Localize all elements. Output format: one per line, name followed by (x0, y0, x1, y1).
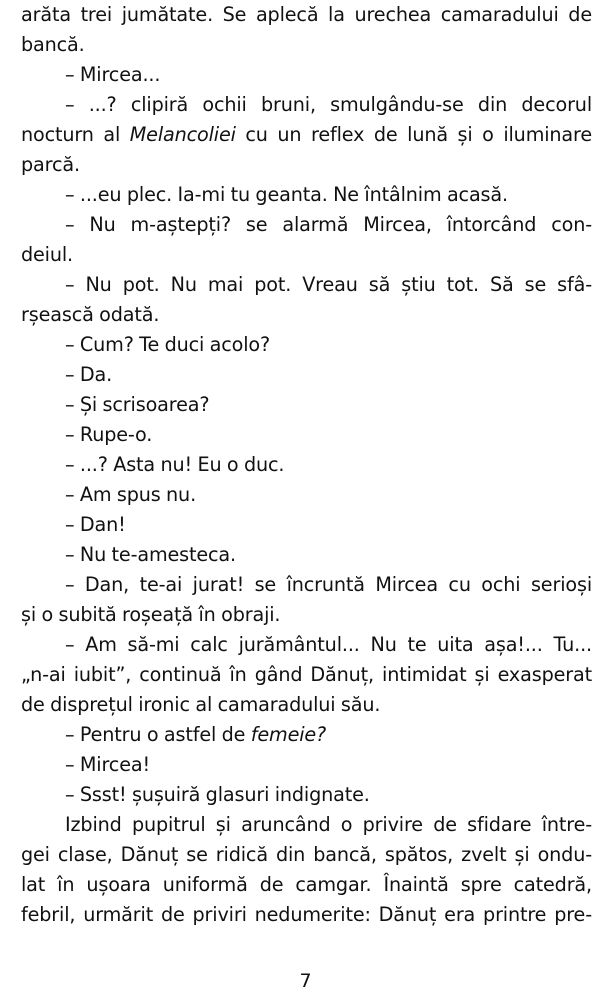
page-number: 7 (299, 970, 312, 992)
dialogue-line: – ...eu plec. Ia-mi tu geanta. Ne întâlnim acasă. (65, 183, 508, 206)
dialogue-line: – Am să-mi calc jurământul... Nu te uita așa!... Tu... (65, 633, 592, 656)
text-line: „n-ai iubit”, continuă în gând Dănuț, intimidat și exasperat (21, 663, 592, 686)
text-line: rșească odată. (21, 303, 160, 326)
dialogue-line: – Nu te-amesteca. (65, 543, 236, 566)
text-line: parcă. (21, 153, 80, 176)
text-line: febril, urmărit de priviri nedumerite: Dănuț era printre pre- (21, 903, 592, 926)
text-line: lat în ușoara uniformă de camgar. Înaintă spre catedră, (21, 873, 592, 896)
dialogue-line: – Și scrisoarea? (65, 393, 210, 416)
dialogue-line: – ...? clipiră ochii bruni, smulgându-se din decorul (65, 93, 592, 116)
text-line: nocturn al Melancoliei cu un reflex de lună și o iluminare (21, 123, 593, 146)
dialogue-line: – Nu m-aștepți? se alarmă Mircea, întorcând con- (65, 213, 592, 236)
paragraph-start-line: Izbind pupitrul și aruncând o privire de sfidare între- (65, 813, 592, 836)
text-line: arăta trei jumătate. Se aplecă la urechea camaradului de (21, 3, 592, 26)
dialogue-line: – ...? Asta nu! Eu o duc. (65, 453, 285, 476)
dialogue-line: – Dan, te-ai jurat! se încruntă Mircea cu ochi serioși (65, 573, 592, 596)
body-text (21, 0, 592, 930)
dialogue-line: – Da. (65, 363, 113, 386)
dialogue-line: – Nu pot. Nu mai pot. Vreau să știu tot. Să se sfâ- (65, 273, 592, 296)
dialogue-line: – Am spus nu. (65, 483, 197, 506)
italic-title: Melancoliei (129, 123, 236, 146)
dialogue-line: – Dan! (65, 513, 126, 536)
dialogue-line: – Ssst! șușuiră glasuri indignate. (65, 783, 370, 806)
dialogue-line: – Mircea! (65, 753, 150, 776)
text-line: bancă. (21, 33, 85, 56)
italic-word: femeie? (250, 723, 327, 746)
text-line: de disprețul ironic al camaradului său. (21, 693, 381, 716)
dialogue-line: – Rupe-o. (65, 423, 153, 446)
dialogue-line: – Pentru o astfel de femeie? (65, 723, 327, 746)
text-line: gei clase, Dănuț se ridică din bancă, spătos, zvelt și ondu- (21, 843, 592, 866)
text-line: și o subită roșeață în obraji. (21, 603, 281, 626)
text-line: deiul. (21, 243, 74, 266)
dialogue-line: – Mircea... (65, 63, 161, 86)
dialogue-line: – Cum? Te duci acolo? (65, 333, 271, 356)
